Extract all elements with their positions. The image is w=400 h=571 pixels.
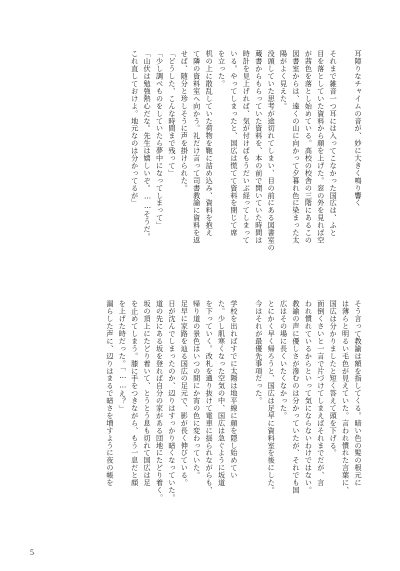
paragraph-line: 目を落としていた資料から顔を上げた。窓の外を見れば空 <box>316 50 326 244</box>
dialogue-line: これ直しておけよ。地元なのは分かってるが」 <box>130 50 140 207</box>
paragraph-line: いる。やってしまったと、国広は慌てて資料を閉じて席 <box>229 50 239 237</box>
paragraph-line: を止めてしまう。膝に手をつきながら、もう一息だと顔 <box>130 300 140 487</box>
paragraph-line: 面倒くさいと一言で片づけてしまえばそれまでだが、言 <box>316 300 326 487</box>
paragraph-line: を下っていく。改札を通り抜けて電車に揺られながらも、 <box>205 300 215 494</box>
paragraph-line: を上げた時だった。「……え？」 <box>118 300 128 412</box>
paragraph-line: 日が沈んでしまったのか、辺りはすっかり暗くなっていた。 <box>167 300 177 502</box>
spacer-line <box>240 300 252 510</box>
dialogue-line: 「どうした、こんな時間まで残って」 <box>167 50 177 177</box>
paragraph-line: 今はそれが最優先事項だった。 <box>254 300 264 405</box>
paragraph-line: 蔵書からもらっていた資料を、本の前で開いていた時間は <box>254 50 264 244</box>
paragraph-line: それまで雑音一つ耳には入ってこなかった国広は、ふと <box>329 50 339 237</box>
dialogue-line: 「少し調べものをしていたら夢中になってしまって」 <box>155 50 165 229</box>
paragraph-line: 漏らした声に、辺りはまるで暗さを増すように夜の帳を <box>105 300 115 487</box>
paragraph-line: 坂の頂上にたどり着いて、とうとう息も切れて国広は足 <box>143 300 153 487</box>
paragraph-line: を立った。 <box>217 50 227 88</box>
paragraph-line: われ慣れているからといって気にならないわけではない。 <box>304 300 314 494</box>
text-block-top <box>44 50 364 260</box>
paragraph-line: 教諭の声に優しさが滲むのは分かっていたが、それでも国 <box>291 300 301 494</box>
paragraph-line: て隣の資料室へ向かう。礼だけ言って司書教諭に資料を返 <box>192 50 202 244</box>
paragraph-line: 机の上に散乱していた荷物を鞄に詰め込み、資料を抱え <box>205 50 215 237</box>
paragraph-line: 帰り道の景色はいつの間にか宵の色に変わっていた。 <box>192 300 202 479</box>
paragraph-line: 時計を見上げれば、気が付けばもうだいぶ経ってしまって <box>242 50 252 244</box>
paragraph-line: が茜色を落とし始めている。高校の校舎の三階にあるこの <box>304 50 314 244</box>
paragraph-line: せば、随分と珍しそうに声を掛けられた。 <box>180 50 190 192</box>
paragraph-line: とにかく早く帰ろうと、国広は足早に資料室を後にした。 <box>267 300 277 494</box>
paragraph-line: 道の先にある坂を登れば自分の家がある団地にたどり着く。 <box>155 300 165 502</box>
paragraph-line: 図書室からは、遠くの山に向かって夕暮れ色に染まった太 <box>291 50 301 244</box>
paragraph-line: 足早に家路を辿る国広の足元で、影が長く伸びている。 <box>180 300 190 487</box>
paragraph-line: そう言って教諭は額を指してくる。暗い色の髪の根元に <box>354 300 363 487</box>
paragraph-line: 陽がよく見えた。 <box>279 50 289 110</box>
paragraph-line: 没頭していた思考が途切れてしまい、目の前にある図書室の <box>267 50 277 252</box>
spacer-line <box>339 50 351 260</box>
paragraph-line: 国広は分かりましたと短く答えて頭を下げる。 <box>329 300 339 457</box>
paragraph-line: 広はその場に長くいたくなかった。 <box>279 300 289 420</box>
text-block-bottom <box>44 300 364 510</box>
paragraph-line: は薄らと明るい毛色が見えていた。言われ慣れた言葉に、 <box>341 300 351 494</box>
paragraph-line: た。少し肌寒くなった空気の中、国広は急ぐように坂道 <box>217 300 227 487</box>
paragraph-line: 学校を出ればすでに太陽は地平線に顔を隠し始めてい <box>229 300 239 479</box>
paragraph-line: 耳障りなチャイムの音が、妙に大きく鳴り響く <box>354 50 363 207</box>
dialogue-line: 「山伏は勉強熱心だな。先生は嬉しいぞ。……そうだ。 <box>143 50 153 241</box>
page-number: 5 <box>30 548 34 557</box>
